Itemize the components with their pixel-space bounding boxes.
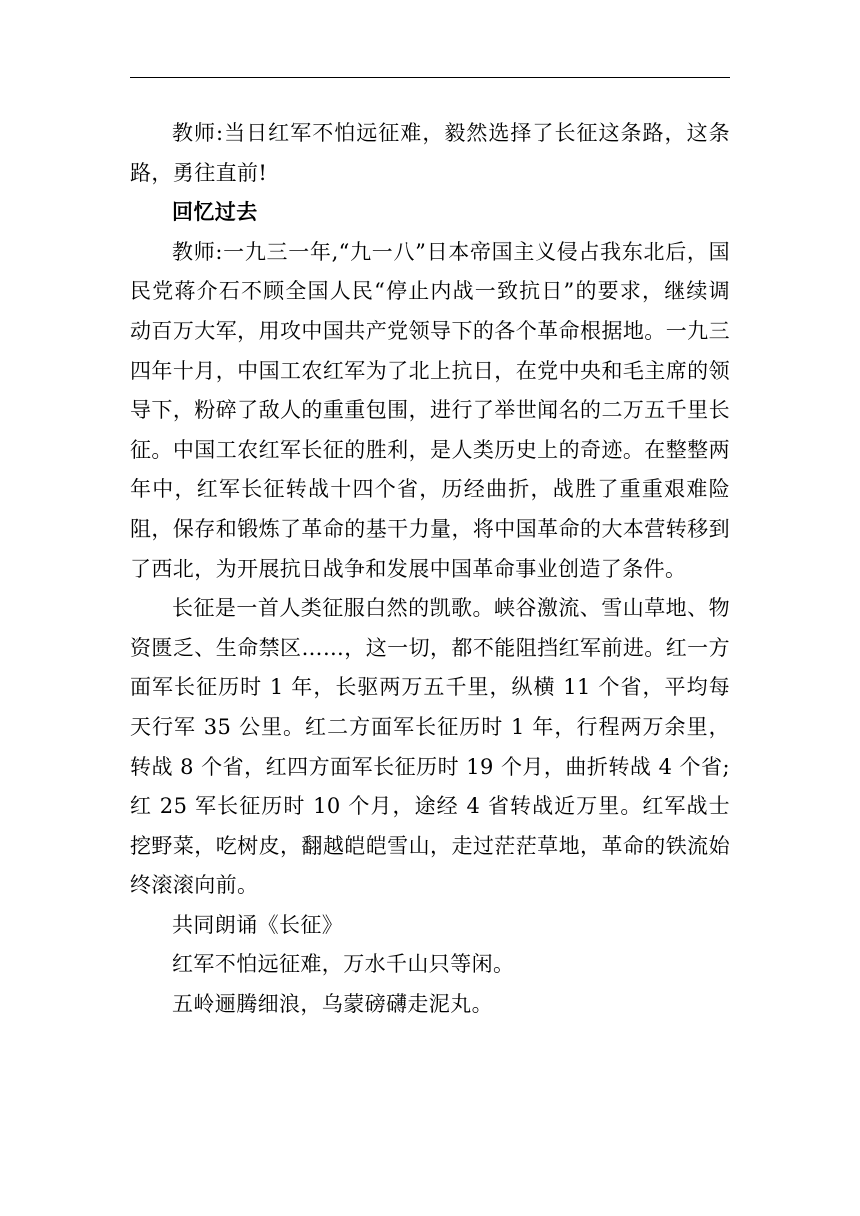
paragraph-history: 教师:一九三一年,“九一八”日本帝国主义侵占我东北后，国民党蒋介石不顾全国人民“停止内战一致抗日”的要求，继续调动百万大军，用攻中国共产党领导下的各个革命根据地。一九三四年十月，中国工农红军为了北上抗日，在党中央和毛主席的领导下，粉碎了敌人的重重包围，进行了举世闻名的二万五千里长征。中国工农红军长征的胜利，是人类历史上的奇迹。在整整两年中，红军长征转战十四个省，历经曲折，战胜了重重艰难险阻，保存和锻炼了革命的基干力量，将中国革命的大本营转移到了西北，为开展抗日战争和发展中国革命事业创造了条件。 [130, 239, 730, 581]
document-body [130, 114, 730, 1025]
header-rule [130, 77, 730, 78]
poem-line-2: 五岭逦腾细浪，乌蒙磅礴走泥丸。 [172, 992, 493, 1017]
paragraph-long-march: 长征是一首人类征服白然的凯歌。峡谷激流、雪山草地、物资匮乏、生命禁区……，这一切，都不能阻挡红军前进。红一方面军长征历时 1 年，长驱两万五千里，纵横 11 个省，平均每天行军 35 公里。红二方面军长征历时 1 年，行程两万余里，转战 8 个省，红四方面军长征历时 19 个月，曲折转战 4 个省;红 25 军长征历时 10 个月，途经 4 省转战近万里。红军战士挖野菜，吃树皮，翻越皑皑雪山，走过茫茫草地，革命的铁流始终滚滚向前。 [130, 596, 730, 898]
paragraph-recitation-title: 共同朗诵《长征》 [172, 912, 344, 937]
section-heading: 回忆过去 [172, 200, 258, 225]
poem-line-1: 红军不怕远征难，万水千山只等闲。 [172, 952, 515, 977]
paragraph-teacher-intro: 教师:当日红军不怕远征难，毅然选择了长征这条路，这条路，勇往直前! [130, 121, 730, 185]
